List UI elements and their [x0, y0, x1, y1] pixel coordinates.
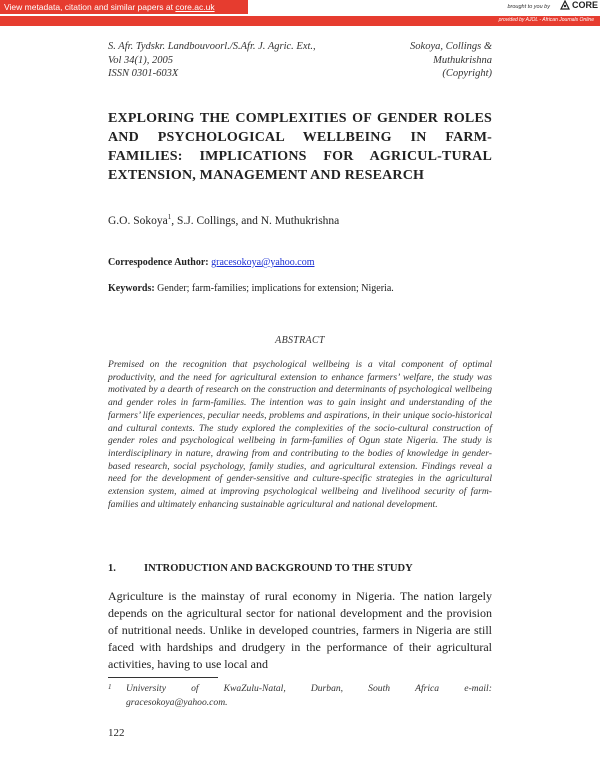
author-footnote-marker: 1 [167, 213, 172, 221]
provided-by-text[interactable]: provided by AJOL - African Journals Online [498, 17, 594, 23]
footnote-word: University [126, 683, 166, 694]
journal-volume: Vol 34(1), 2005 [108, 54, 174, 66]
abstract-heading: ABSTRACT [275, 335, 325, 346]
core-logo[interactable] [560, 0, 598, 10]
core-logo-icon [560, 0, 570, 10]
page-number: 122 [108, 727, 125, 739]
footnote-affiliation [108, 682, 492, 696]
footnote-word: Africa [415, 683, 440, 694]
footnote-word: KwaZulu-Natal, [223, 683, 286, 694]
section-heading [108, 563, 413, 574]
keywords-label: Keywords: [108, 283, 155, 294]
keywords [108, 283, 394, 294]
provided-by-bar [0, 16, 600, 26]
footnote-word: South [368, 683, 391, 694]
footnote-divider [108, 677, 218, 678]
abstract-text: Premised on the recognition that psychological wellbeing is a vital component of optimal productivity, and the need for agricultural extension to enhance farmers’ welfare, the study was motivated by a dearth of research on the construction and determinants of psychological wellbeing and gender roles in farm-families. The intention was to gain insight and understanding of the farmers’ life experiences, peculiar needs, problems and aspirations, in their unique socio-historical and cultural contexts. The study explored the complexities of the socio-cultural construction of gender roles and psychological wellbeing in farm-families of Ogun state Nigeria. The study is interdisciplinary in nature, drawing from and contributing to the bodies of knowledge in gender-based research, social psychology, family studies, and agricultural extension. Findings reveal a need for the development of gender-sensitive and culture-specific strategies in the agricultural extension system, aimed at improving psychological wellbeing and livelihood security of farm-families and ultimately enhancing sustainable agricultural and national development. [108, 359, 492, 510]
author-first: G.O. Sokoya [108, 214, 168, 227]
journal-issn: ISSN 0301-603X [108, 68, 179, 79]
journal-header [108, 40, 492, 81]
correspondence [108, 257, 314, 268]
author-list [108, 213, 339, 227]
journal-citation [108, 40, 316, 81]
paper-title: EXPLORING THE COMPLEXITIES OF GENDER ROLES AND PSYCHOLOGICAL WELLBEING IN FARM-FAMILIES: IMPLICATIONS FOR AGRICUL-TURAL EXTENSION, MANAGEMENT AND RESEARCH [108, 111, 492, 183]
footnote-word: of [191, 683, 199, 694]
keywords-text: Gender; farm-families; implications for extension; Nigeria. [157, 283, 394, 294]
footnote-word: Durban, [310, 683, 344, 694]
body-paragraph: Agriculture is the mainstay of rural economy in Nigeria. The nation largely depends on the agricultural sector for national development and the provision of nutritional needs. Unlike in developed countries, farmers in Nigeria are still faced with hardships and drudgery in the performance of their agricultural activities, having to use local and [108, 589, 492, 671]
core-brand-area [248, 0, 600, 14]
core-metadata-link[interactable] [0, 0, 248, 14]
core-banner [0, 0, 600, 14]
section-number: 1. [108, 563, 116, 574]
section-title: INTRODUCTION AND BACKGROUND TO THE STUDY [144, 563, 413, 574]
footnote-word: e-mail: [464, 683, 492, 694]
header-authors-line2: Muthukrishna [433, 54, 492, 66]
footnote-email[interactable]: gracesokoya@yahoo.com. [126, 697, 228, 708]
correspondence-label: Correspodence Author: [108, 257, 209, 268]
journal-name: S. Afr. Tydskr. Landbouvoorl./S.Afr. J. Agric. Ext., [108, 41, 316, 52]
correspondence-email-link[interactable]: gracesokoya@yahoo.com [211, 257, 315, 268]
author-others: , S.J. Collings, and N. Muthukrishna [171, 214, 340, 227]
journal-authors-copyright [410, 40, 492, 81]
core-link-text[interactable]: View metadata, citation and similar papers at [4, 2, 173, 12]
core-logo-text: CORE [571, 0, 598, 10]
core-link-url[interactable]: core.ac.uk [175, 2, 215, 12]
header-authors-line1: Sokoya, Collings & [410, 41, 492, 52]
header-copyright: (Copyright) [442, 68, 492, 79]
footnote-number: 1 [108, 683, 112, 691]
footnote [108, 682, 492, 710]
brought-by-text: brought to you by [507, 4, 550, 10]
